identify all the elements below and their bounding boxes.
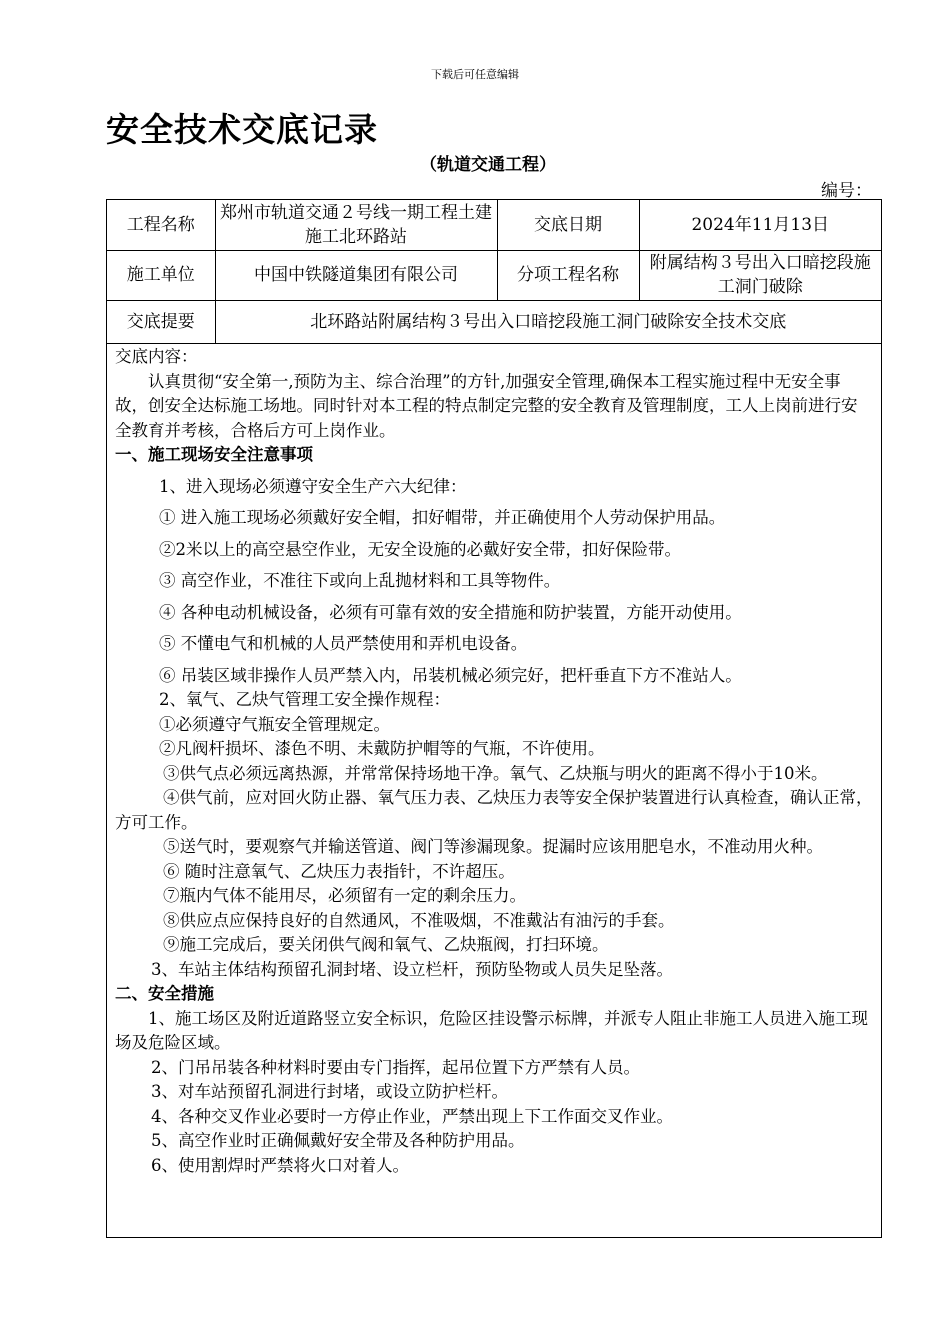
rule-item: ④ 各种电动机械设备，必须有可靠有效的安全措施和防护装置，方能开动使用。 [159, 602, 742, 622]
info-table [107, 200, 881, 344]
summary-label: 交底提要 [107, 300, 215, 343]
rule-item: ① 进入施工现场必须戴好安全帽，扣好帽带，并正确使用个人劳动保护用品。 [159, 508, 726, 527]
measure-item: 6、使用割焊时严禁将火口对着人。 [151, 1155, 409, 1175]
document-subtitle: （轨道交通工程） [420, 155, 556, 175]
intro-paragraph: 认真贯彻“安全第一,预防为主、综合治理”的方针,加强安全管理,确保本工程实施过程中无安全事故，创安全达标施工场地。同时针对本工程的特点制定完整的安全教育及管理制度，工人上岗前进行安全教育并考核，合格后方可上岗作业。 [115, 371, 858, 440]
gas-rule-item: ③供气点必须远离热源，并常常保持场地干净。氧气、乙炔瓶与明火的距离不得小于10米。 [163, 763, 828, 783]
sub-project-value: 附属结构３号出入口暗挖段施工洞门破除 [639, 250, 881, 300]
project-name-value: 郑州市轨道交通２号线一期工程土建施工北环路站 [215, 200, 497, 250]
gas-rule-item: ⑨施工完成后，要关闭供气阀和氧气、乙炔瓶阀，打扫环境。 [163, 935, 609, 954]
content-label: 交底内容： [115, 347, 198, 366]
gas-rule-item: ⑥ 随时注意氧气、乙炔压力表指针，不许超压。 [163, 861, 515, 881]
info-row-summary [107, 300, 881, 343]
measure-item: 3、对车站预留孔洞进行封堵，或设立防护栏杆。 [151, 1082, 508, 1101]
info-row-project [107, 200, 881, 250]
rule-item: ②2米以上的高空悬空作业，无安全设施的必戴好安全带，扣好保险带。 [159, 539, 681, 559]
handover-content [115, 345, 873, 1178]
gas-rule-item: ⑤送气时，要观察气并输送管道、阀门等渗漏现象。捉漏时应该用肥皂水，不准动用火种。 [163, 837, 823, 856]
measure-item: 4、各种交叉作业必要时一方停止作业，严禁出现上下工作面交叉作业。 [151, 1106, 673, 1126]
document-title: 安全技术交底记录 [106, 110, 378, 149]
construction-unit-value: 中国中铁隧道集团有限公司 [215, 250, 497, 300]
measure-item: 2、门吊吊装各种材料时要由专门指挥，起吊位置下方严禁有人员。 [151, 1057, 640, 1077]
section1-item3: 3、车站主体结构预留孔洞封堵、设立栏杆，预防坠物或人员失足坠落。 [151, 959, 673, 979]
section2-heading: 二、安全措施 [115, 984, 214, 1003]
measure-item: 5、高空作业时正确佩戴好安全带及各种防护用品。 [151, 1131, 525, 1150]
section1-heading: 一、施工现场安全注意事项 [115, 445, 313, 464]
handover-date-label: 交底日期 [497, 200, 639, 250]
section1-item2: 2、氧气、乙炔气管理工安全操作规程： [159, 690, 450, 709]
section1-item1: 1、进入现场必须遵守安全生产六大纪律： [159, 476, 467, 496]
gas-rule-item: ④供气前，应对回火防止器、氧气压力表、乙炔压力表等安全保护装置进行认真检查，确认正常，方可工作。 [115, 788, 873, 832]
gas-rule-item: ⑦瓶内气体不能用尽，必须留有一定的剩余压力。 [163, 886, 526, 905]
gas-rule-item: ①必须遵守气瓶安全管理规定。 [159, 714, 390, 734]
download-note: 下载后可任意编辑 [431, 68, 519, 81]
measure-item: 1、施工场区及附近道路竖立安全标识，危险区挂设警示标牌，并派专人阻止非施工人员进入施工现场及危险区域。 [115, 1008, 868, 1052]
rule-item: ⑥ 吊装区域非操作人员严禁入内，吊装机械必须完好，把杆垂直下方不准站人。 [159, 665, 742, 685]
rule-item: ⑤ 不懂电气和机械的人员严禁使用和弄机电设备。 [159, 634, 528, 653]
document-number-label: 编号： [821, 181, 872, 201]
sub-project-label: 分项工程名称 [497, 250, 639, 300]
info-row-unit [107, 250, 881, 300]
rule-item: ③ 高空作业，不准往下或向上乱抛材料和工具等物件。 [159, 571, 561, 590]
record-frame [106, 199, 882, 1238]
construction-unit-label: 施工单位 [107, 250, 215, 300]
gas-rule-item: ②凡阀杆损坏、漆色不明、未戴防护帽等的气瓶，不许使用。 [159, 739, 605, 758]
summary-value: 北环路站附属结构３号出入口暗挖段施工洞门破除安全技术交底 [215, 300, 881, 343]
project-name-label: 工程名称 [107, 200, 215, 250]
gas-rule-item: ⑧供应点应保持良好的自然通风，不准吸烟，不准戴沾有油污的手套。 [163, 910, 675, 930]
handover-date-value: 2024年11月13日 [639, 200, 881, 250]
